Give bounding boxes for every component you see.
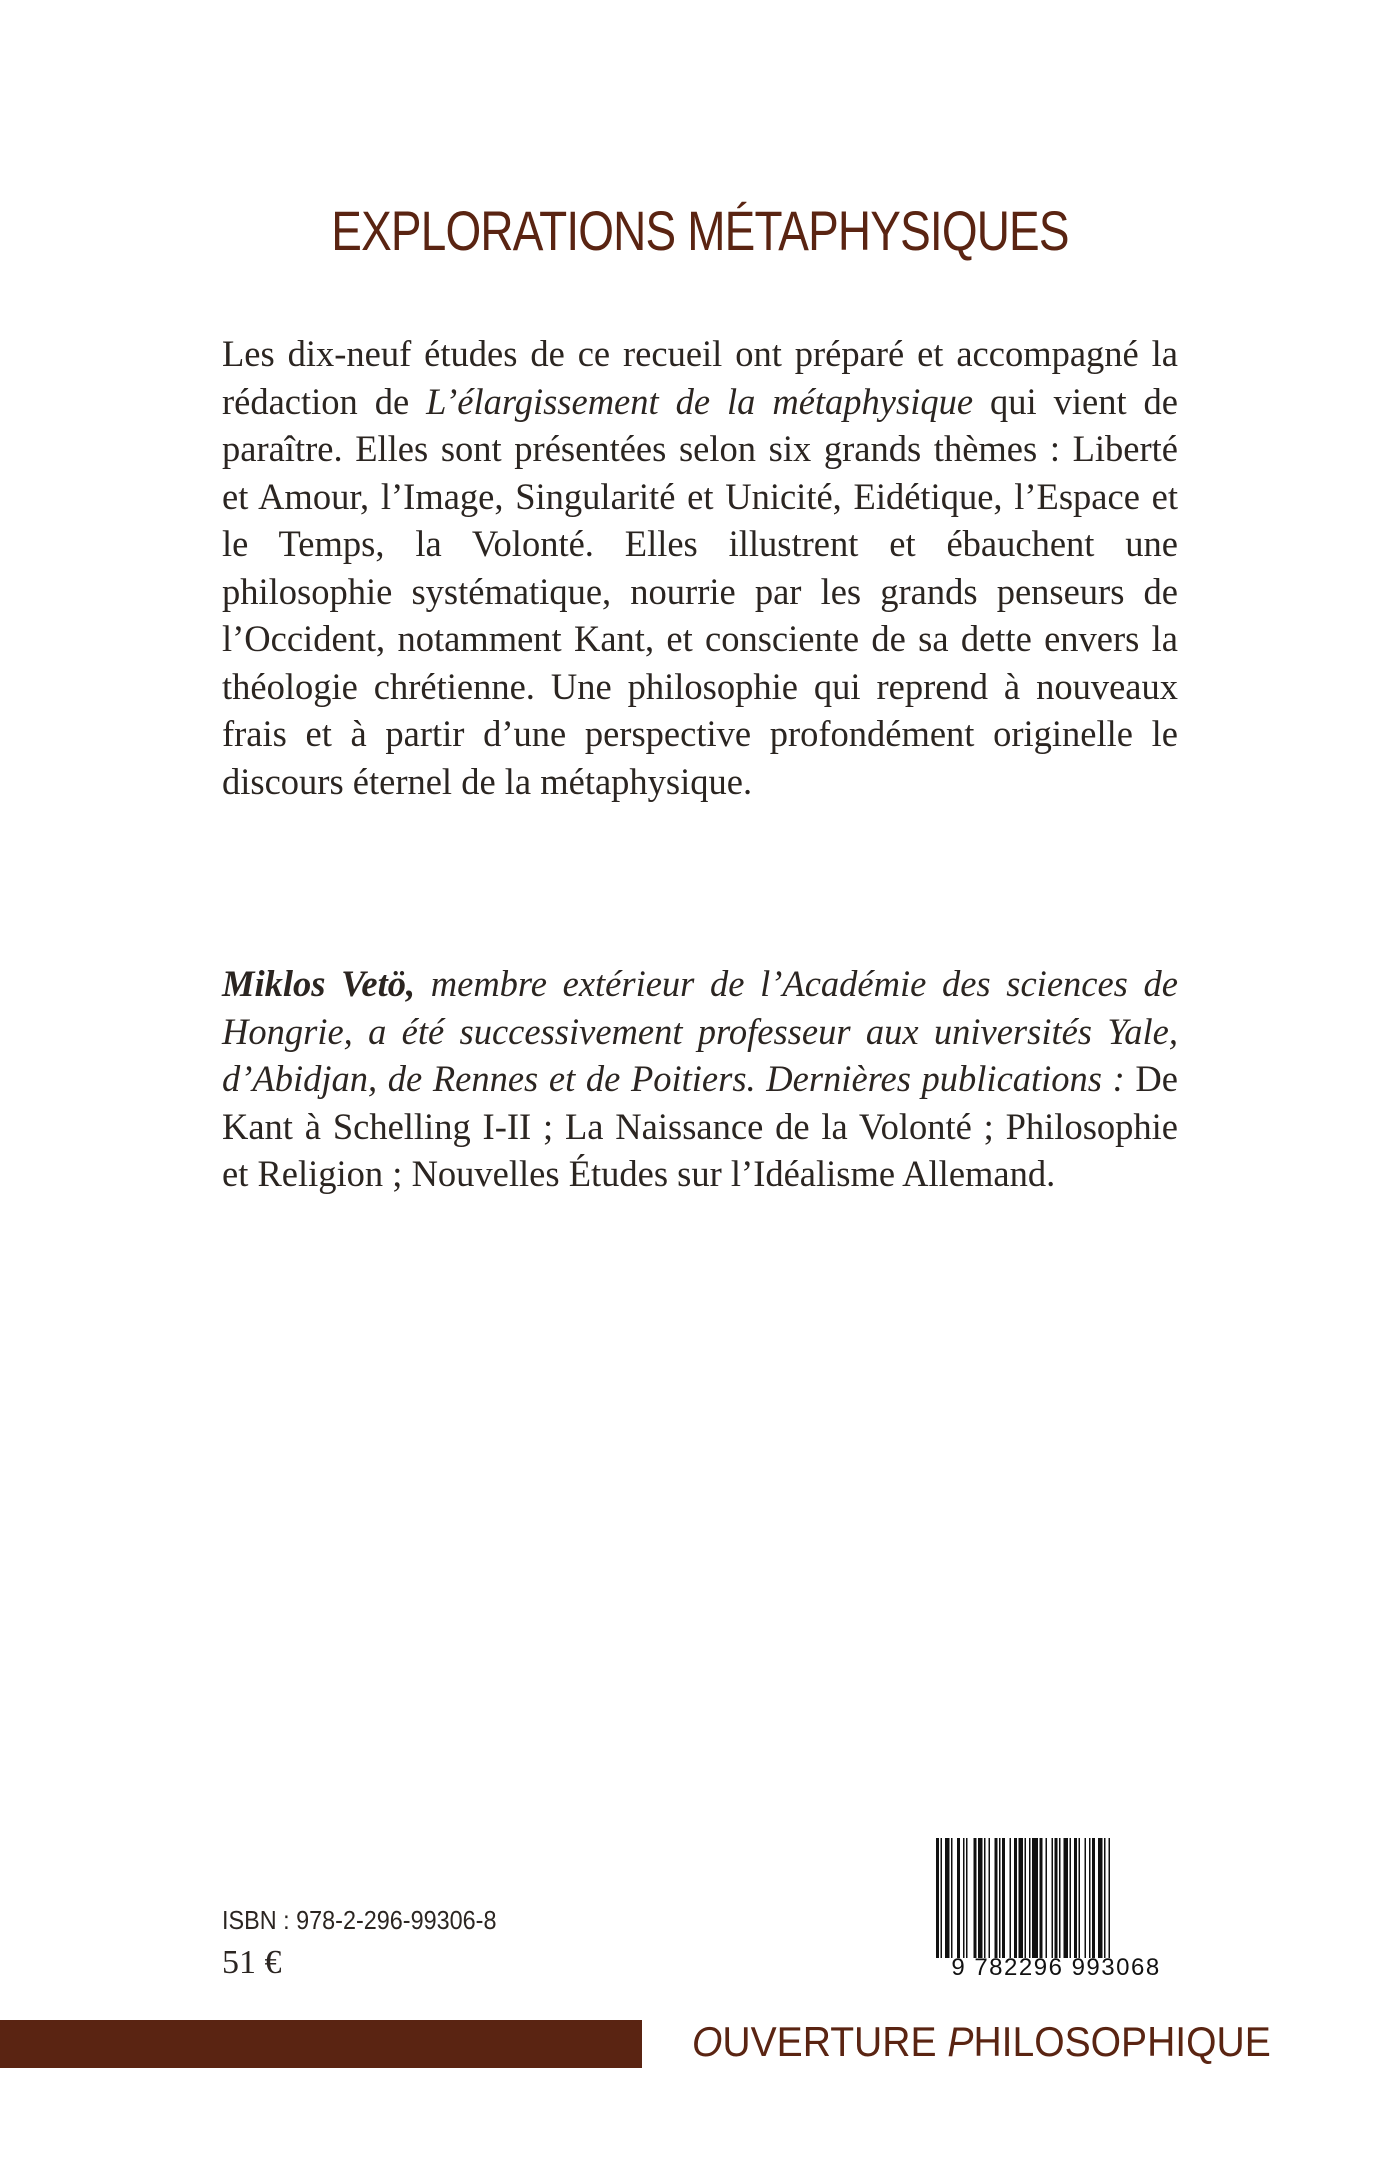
summary-text-end: qui vient de paraître. Elles sont présentées selon six grands thèmes : Liberté et Amour, l’Image, Singularité et Unicité, Eidétique, l’Espace et le Temps, la Volonté. Elles illustrent et ébauchent une philosophie systématique, nourrie par les grands penseurs de l’Occident, notamment Kant, et consciente de sa dette envers la théologie chrétienne. Une philosophie qui reprend à nouveaux frais et à partir d’une perspective profondément originelle le discours éternel de la métaphysique. xyxy=(222,380,1179,802)
collection-word-1: UVERTURE xyxy=(722,2018,948,2065)
cover-title: EXPLORATIONS MÉTAPHYSIQUES xyxy=(331,199,1069,262)
author-publications: De Kant à Schelling I-II ; La Naissance de la Volonté ; Philosophie et Religion ; Nouvelles Études sur l’Idéalisme Allemand. xyxy=(222,1058,1178,1194)
referenced-book-title: L’élargissement de la métaphysique xyxy=(426,380,974,422)
collection-band xyxy=(0,2020,642,2068)
summary-text-start: Les dix-neuf études de ce recueil ont préparé et accompagné la rédaction de xyxy=(222,333,1178,422)
isbn-label: ISBN : 978-2-296-99306-8 xyxy=(222,1905,497,1935)
barcode-digits: 9 782296 993068 xyxy=(951,1954,1161,1981)
collection-name xyxy=(692,2018,1271,2066)
collection-initial-1: O xyxy=(692,2018,723,2065)
author-bio xyxy=(222,960,1178,1198)
price-label: 51 € xyxy=(222,1944,282,1981)
collection-initial-2: P xyxy=(947,2018,974,2065)
author-name: Miklos Vetö, xyxy=(222,963,416,1004)
book-summary xyxy=(222,330,1178,805)
author-description: membre extérieur de l’Académie des sciences de Hongrie, a été successivement professeur aux universités Yale, d’Abidjan, de Rennes et de Poitiers. Dernières publications : xyxy=(222,963,1178,1099)
barcode-icon xyxy=(934,1838,1178,1958)
collection-word-2: HILOSOPHIQUE xyxy=(973,2018,1271,2065)
